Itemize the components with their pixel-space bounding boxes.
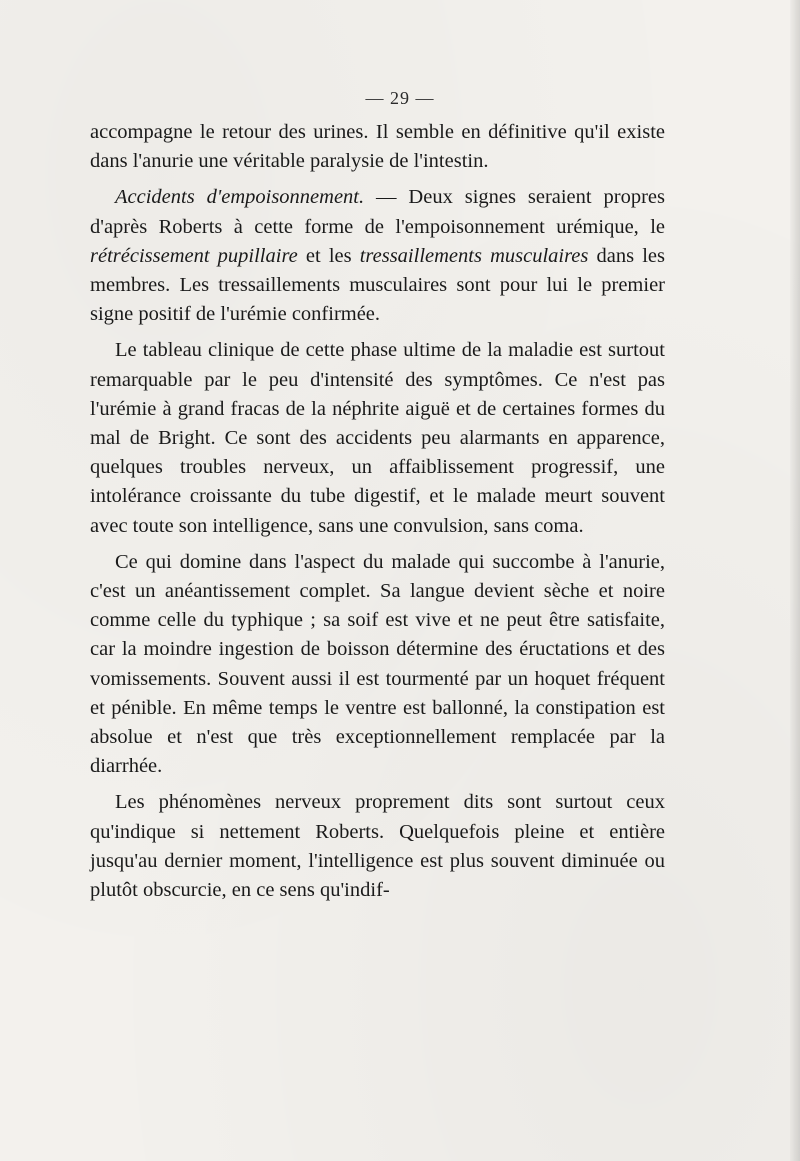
paragraph-continuation: accompagne le retour des urines. Il semble en définitive qu'il existe dans l'anurie une véritable paralysie de l'intestin. xyxy=(90,121,665,173)
emphasis-term: tressaillements musculaires xyxy=(359,244,589,267)
paragraph-phenomenes-nerveux: Les phénomènes nerveux proprement dits sont surtout ceux qu'indique si nettement Roberts. Quelquefois pleine et entière jusqu'au dernier moment, l'intelligence est plus souvent diminuée ou plutôt obscurcie, en ce sens qu'indif- xyxy=(90,791,665,902)
paragraph-tableau-clinique: Le tableau clinique de cette phase ultime de la maladie est surtout remarquable par le peu d'intensité des symptômes. Ce n'est pas l'urémie à grand fracas de la néphrite aiguë et de certaines formes du mal de Bright. Ce sont des accidents peu alarmants en apparence, quelques troubles nerveux, un affaiblissement progressif, une intolérance croissante du tube digestif, et le malade meurt souvent avec toute son intelligence, sans une convulsion, sans coma. xyxy=(90,339,665,537)
paragraph-aspect-malade: Ce qui domine dans l'aspect du malade qui succombe à l'anurie, c'est un anéantissement complet. Sa langue devient sèche et noire comme celle du typhique ; sa soif est vive et ne peut être satisfaite, car la moindre ingestion de boisson détermine des éructations et des vomissements. Souvent aussi il est tourmenté par un hoquet fréquent et pénible. En même temps le ventre est ballonné, la constipation est absolue et n'est que très exceptionnellement remplacée par la diarrhée. xyxy=(90,550,665,778)
page-number: — 29 — xyxy=(365,88,435,108)
paragraph-text-part: dans les membres. Les tressaillements musculaires sont pour lui le premier signe positif de l'urémie confirmée. xyxy=(90,244,665,326)
page-edge-shadow xyxy=(790,0,800,1161)
paragraph-text-part: et les xyxy=(297,244,360,267)
body-text xyxy=(90,118,665,912)
paragraph-text-part: — Deux signes seraient propres d'après Roberts à cette forme de l'empoisonnement urémique, le xyxy=(90,186,665,238)
emphasis-term: rétrécissement pupillaire xyxy=(90,244,298,267)
paragraph-empoisonnement xyxy=(90,183,665,329)
section-heading: Accidents d'empoisonnement. xyxy=(115,186,365,209)
